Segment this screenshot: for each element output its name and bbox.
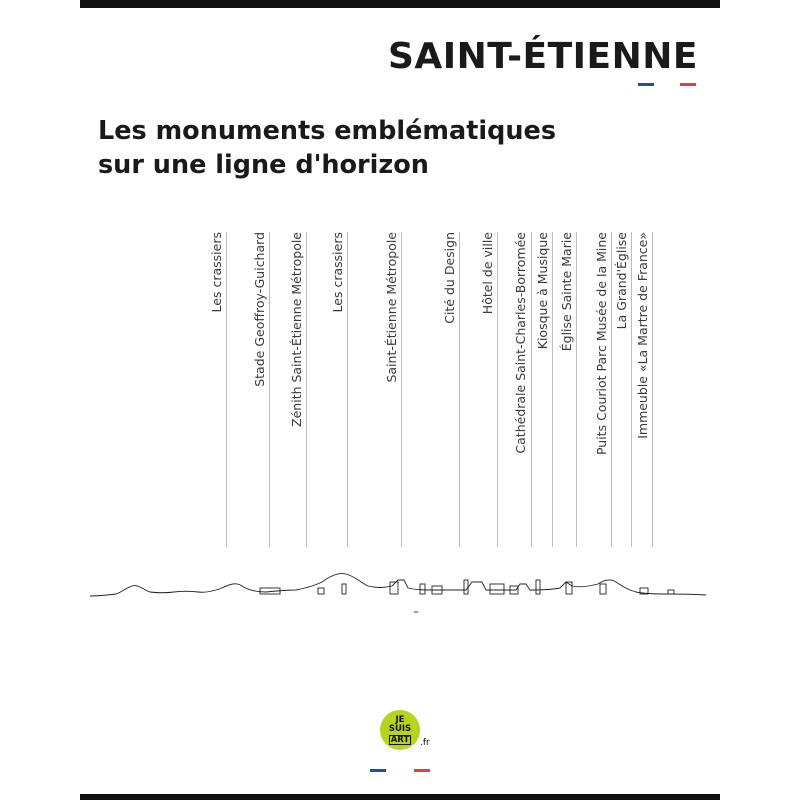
monument-label: Cathédrale Saint-Charles-Borromée: [513, 232, 528, 454]
city-title: SAINT-ÉTIENNE: [387, 36, 698, 77]
monument-label: Hôtel de ville: [480, 232, 495, 315]
monument-tick: [269, 232, 270, 547]
logo-word-art: ART: [390, 734, 410, 745]
monument-label: Église Sainte Marie: [559, 232, 574, 352]
monument-label: Cité du Design: [442, 232, 457, 324]
monument-label: Puits Couriot Parc Musée de la Mine: [594, 232, 609, 456]
monument-tick: [552, 232, 553, 547]
monument-tick: [576, 232, 577, 547]
logo-word-je: JE: [395, 714, 405, 725]
monument-label: Immeuble «La Martre de France»: [635, 232, 650, 439]
subtitle-line-2: sur une ligne d'horizon: [98, 150, 429, 180]
monument-tick: [631, 232, 632, 547]
monument-label: La Grand'Église: [614, 232, 629, 330]
flag-blue-mark: [370, 769, 386, 772]
monument-label: Les crassiers: [209, 232, 224, 313]
monument-tick: [347, 232, 348, 547]
poster: [80, 0, 720, 800]
monument-tick: [306, 232, 307, 547]
monument-label: Zénith Saint-Étienne Métropole: [289, 232, 304, 427]
monument-labels: [80, 0, 720, 560]
jesuisart-logo: [380, 710, 420, 750]
monument-tick: [652, 232, 653, 547]
monument-label: Saint-Étienne Métropole: [384, 232, 399, 383]
monument-tick: [226, 232, 227, 547]
monument-label: Les crassiers: [330, 232, 345, 313]
subtitle-line-1: Les monuments emblématiques: [98, 116, 557, 146]
flag-red-mark: [414, 769, 430, 772]
monument-tick: [611, 232, 612, 547]
monument-tick: [401, 232, 402, 547]
bottom-border: [80, 794, 720, 800]
logo-word-suis: SUIS: [388, 723, 412, 734]
logo-domain-suffix: .fr: [420, 738, 430, 748]
monument-tick: [459, 232, 460, 547]
monument-tick: [531, 232, 532, 547]
monument-tick: [497, 232, 498, 547]
skyline-illustration: [80, 560, 720, 620]
monument-label: Kiosque à Musique: [535, 232, 550, 350]
monument-label: Stade Geoffroy-Guichard: [252, 232, 267, 387]
